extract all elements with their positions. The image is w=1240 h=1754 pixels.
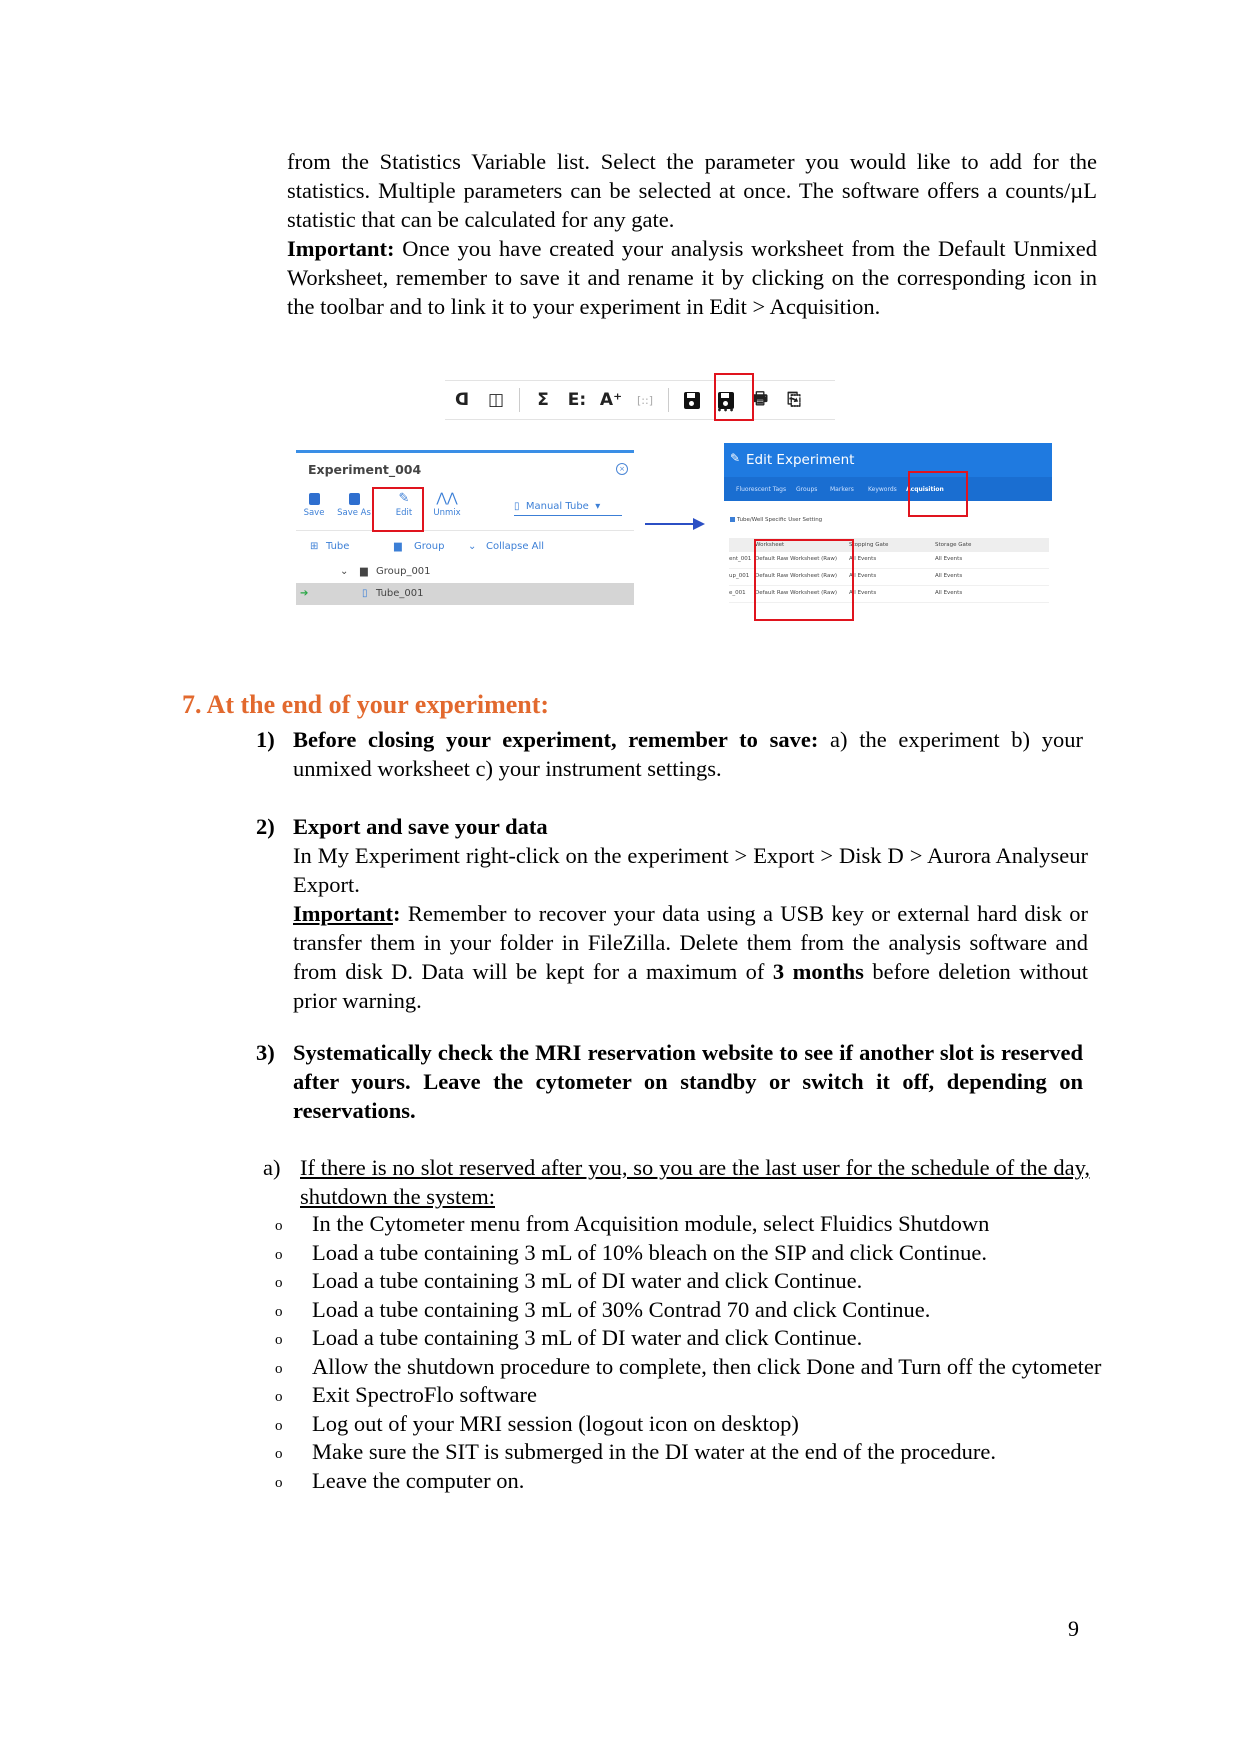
chevron-down-icon: ⌄	[468, 541, 477, 552]
font-increase-icon: A⁺	[599, 390, 623, 410]
manual-tube-dropdown: ▯ Manual Tube ▾	[514, 501, 622, 516]
table-header: Worksheet Stopping Gate Storage Gate	[729, 538, 1049, 552]
important-label: Important:	[287, 236, 395, 261]
tab-keywords: Keywords	[868, 486, 897, 493]
save-as-button: Save As	[332, 490, 376, 518]
unmix-icon: ⋀⋀	[436, 491, 458, 506]
folder-icon: ▆	[360, 566, 368, 577]
acquisition-highlight	[908, 471, 968, 517]
list-item: o Exit SpectroFlo software	[275, 1382, 537, 1407]
unmix-button: ⋀⋀ Unmix	[425, 490, 469, 518]
tab-markers: Markers	[830, 486, 854, 493]
pdf-icon: ⎘	[787, 390, 801, 410]
pencil-icon: ✎	[730, 451, 741, 465]
tab-fluorescent-tags: Fluorescent Tags	[736, 486, 787, 493]
edit-experiment-panel	[724, 443, 1052, 618]
print-icon: 🖶	[751, 388, 769, 409]
save-as-icon	[349, 493, 360, 505]
close-icon: ×	[616, 463, 628, 475]
save-icon	[309, 493, 320, 505]
save-button: Save	[292, 490, 336, 518]
toolbar-figure	[445, 380, 835, 420]
table-row: up_001 Default Raw Worksheet (Raw) All Events All Events	[729, 569, 1049, 586]
list-item: o Load a tube containing 3 mL of 30% Contrad 70 and click Continue.	[275, 1296, 931, 1322]
edit-button: ✎ Edit	[382, 490, 426, 518]
save-icon	[675, 385, 709, 415]
tube-icon: ▯	[362, 588, 368, 599]
save-as-icon: •••	[709, 385, 743, 415]
section-heading: 7. At the end of your experiment:	[182, 690, 550, 719]
add-tube-icon: ⊞	[310, 541, 319, 552]
list-item: o Leave the computer on.	[275, 1467, 525, 1493]
important-text: Once you have created your analysis worksheet from the Default Unmixed Worksheet, remember to save it and rename it by clicking on the corresponding icon in the toolbar and to link it to your experiment in Edit > Acquisition.	[287, 236, 1097, 319]
chevron-down-icon: ⌄	[340, 566, 349, 577]
tree-group-row: ⌄ ▆ Group_001	[340, 566, 431, 577]
hierarchy-icon: E:	[567, 390, 587, 410]
intro-paragraph	[287, 147, 1097, 321]
sigma-icon: Σ	[537, 390, 549, 410]
experiment-toolbar	[296, 488, 634, 531]
tree-tube-row: ➔ ▯ Tube_001	[296, 583, 634, 605]
layout-icon: ꓷ	[454, 390, 470, 410]
list-item: o In the Cytometer menu from Acquisition module, select Fluidics Shutdown	[275, 1211, 990, 1236]
list-item: o Log out of your MRI session (logout icon on desktop)	[275, 1410, 799, 1436]
list-item: o Make sure the SIT is submerged in the DI water at the end of the procedure.	[275, 1439, 996, 1464]
edit-highlight	[372, 487, 424, 532]
list-item: o Load a tube containing 3 mL of DI water and click Continue.	[275, 1325, 863, 1350]
experiment-panel	[296, 450, 634, 618]
toolbar-divider	[519, 388, 520, 412]
add-group-icon: ▆	[394, 541, 402, 552]
connector-arrow	[645, 518, 705, 530]
user-setting-checkbox: Tube/Well Specific User Setting	[730, 517, 822, 523]
worksheet-highlight	[754, 539, 854, 621]
toolbar-divider	[668, 388, 669, 412]
pencil-icon: ✎	[398, 491, 410, 506]
tab-groups: Groups	[796, 486, 818, 493]
list-item: o Allow the shutdown procedure to complete, then click Done and Turn off the cytometer	[275, 1353, 1102, 1379]
list-item: o Load a tube containing 3 mL of DI water and click Continue.	[275, 1268, 863, 1293]
arrow-right-icon: ➔	[300, 588, 309, 599]
page-number: 9	[1068, 1616, 1079, 1641]
save-as-highlight	[714, 373, 754, 421]
experiment-title: Experiment_004	[308, 462, 422, 477]
edit-experiment-tabs	[724, 477, 1052, 501]
columns-icon: ◫	[487, 390, 505, 410]
tube-icon: ▯	[514, 501, 520, 512]
table-row: e_001 Default Raw Worksheet (Raw) All Events All Events	[729, 586, 1049, 603]
intro-text: from the Statistics Variable list. Select the parameter you would like to add for the statistics. Multiple parameters can be selected at once. The software offers a counts/µL statistic that can be calculated for any gate.	[287, 149, 1097, 232]
chevron-down-icon: ▾	[595, 501, 601, 512]
matrix-icon: [::]	[637, 393, 653, 407]
list-item: o Load a tube containing 3 mL of 10% bleach on the SIP and click Continue.	[275, 1239, 988, 1265]
table-row: ent_001 Default Raw Worksheet (Raw) All Events All Events	[729, 552, 1049, 569]
edit-experiment-header: ✎ Edit Experiment	[724, 443, 1052, 477]
shutdown-steps-list	[272, 1210, 1102, 1495]
experiment-actions: ⊞ Tube ▆ Group ⌄ Collapse All	[310, 541, 545, 552]
tab-acquisition: Acquisition	[906, 486, 944, 493]
